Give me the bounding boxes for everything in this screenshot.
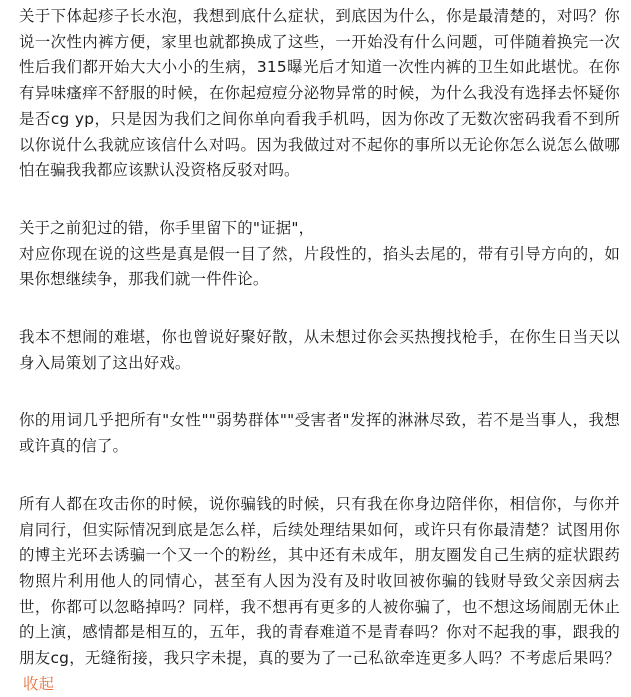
post-paragraph-1: 关于下体起疹子长水泡，我想到底什么症状，到底因为什么，你是最清楚的，对吗？你说一次性内裤方便，家里也就都换成了这些，一开始没有什么问题，可伴随着换完一次性后我们都开始大大小小的生病，315曝光后才知道一次性内裤的卫生如此堪忧。在你有异味瘙痒不舒服的时候，在你起痘痘分泌物异常的时候，为什么我没有选择去怀疑你是否cg yp，只是因为我们之间你单向看我手机吗，因为你改了无数次密码我看不到所以你说什么我就应该信什么对吗。因为我做过对不起你的事所以无论你怎么说怎么做哪怕在骗我我都应该默认没资格反驳对吗。 <box>19 7 620 180</box>
post-paragraph-5-text: 所有人都在攻击你的时候，说你骗钱的时候，只有我在你身边陪伴你，相信你，与你并肩同行，但实际情况到底是怎么样，后续处理结果如何，或许只有你最清楚？试图用你的博主光环去诱骗一个又一个的粉丝，其中还有未成年，朋友圈发自己生病的症状跟药物照片利用他人的同情心，甚至有人因为没有及时收回被你骗的钱财导致父亲因病去世，你都可以忽略掉吗？同样，我不想再有更多的人被你骗了，也不想这场闹剧无休止的上演，感情都是相互的，五年，我的青春难道不是青春吗？你对不起我的事，跟我的朋友cg，无缝衔接，我只字未提，真的要为了一己私欲牵连更多人吗？不考虑后果吗？ <box>19 494 620 668</box>
post-paragraph-4: 你的用词几乎把所有"女性""弱势群体""受害者"发挥的淋淋尽致，若不是当事人，我想或许真的信了。 <box>19 411 620 456</box>
collapse-link[interactable]: 收起 <box>23 674 55 693</box>
post-paragraph-3: 我本不想闹的难堪，你也曾说好聚好散，从未想过你会买热搜找枪手，在你生日当天以身入局策划了这出好戏。 <box>19 328 620 372</box>
post-paragraph-2 <box>19 216 620 293</box>
post-paragraph-2-line-2: 对应你现在说的这些是真是假一目了然，片段性的，掐头去尾的，带有引导方向的，如果你想继续争，那我们就一件件论。 <box>19 244 620 289</box>
post-paragraph-2-line-1: 关于之前犯过的错，你手里留下的"证据"， <box>19 218 315 237</box>
post-paragraph-5 <box>19 492 620 697</box>
